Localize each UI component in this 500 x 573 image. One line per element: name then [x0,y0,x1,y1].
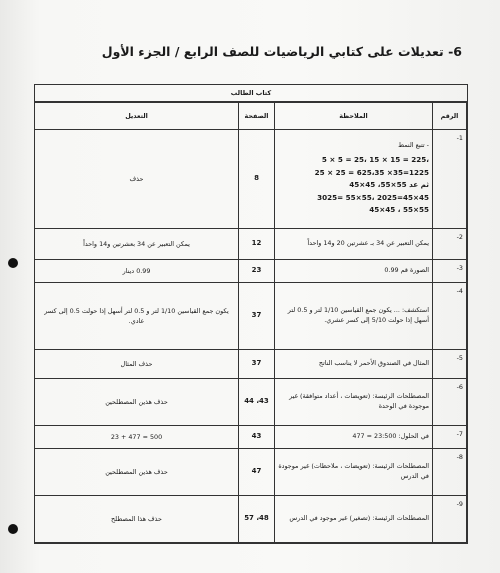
row-page: 12 [239,229,275,260]
row-note [275,130,433,229]
row-note: المصطلحات الرئيسة: (تعويضات ، ملاحظات) غير موجودة في الدرس [275,449,433,496]
row-page: 23 [239,260,275,283]
row-num: 7- [433,426,467,449]
header-note: الملاحظة [275,103,433,130]
corrections-table-frame [34,84,468,544]
note-line: 5 × 5 = 25، 15 × 15 = 225، [321,154,429,164]
table-row [35,449,467,496]
row-note: في الحلول: 23:500 = 477 [275,426,433,449]
table-row [35,379,467,426]
note-line: 45×45 ، 55×55 [369,205,429,215]
row-page: 37 [239,350,275,379]
row-fix: حذف [35,130,239,229]
section-heading: 6- تعديلات على كتابي الرياضيات للصف الرابع / الجزء الأول [101,44,462,59]
table-header-row [35,103,467,130]
book-title: كتاب الطالب [35,85,467,102]
row-fix: 0.99 دينار [35,260,239,283]
table-row [35,426,467,449]
row-page: 48، 57 [239,496,275,543]
row-note: يمكن التعبير عن 34 بـ عشرتين 20 و14 واحداً [275,229,433,260]
table-row [35,229,467,260]
row-page: 43 [239,426,275,449]
row-note: استكشف: ... يكون جمع القياسين 1/10 لتر و 0.5 لتر أسهل إذا حولت 5/10 إلى كسر عشري. [275,283,433,350]
note-intro: - تتبع النمط [398,141,429,150]
header-fix: التعديل [35,103,239,130]
row-num: 2- [433,229,467,260]
row-page: 37 [239,283,275,350]
hole-punch-mark [8,524,18,534]
row-note: المصطلحات الرئيسة: (تصغير) غير موجود في الدرس [275,496,433,543]
row-fix: يمكن التعبير عن 34 بعشرتين و14 واحداً [35,229,239,260]
row-fix: حذف هذين المصطلحين [35,449,239,496]
row-num: 1- [433,130,467,229]
row-num: 6- [433,379,467,426]
row-num: 8- [433,449,467,496]
corrections-table [34,102,467,543]
table-row [35,130,467,229]
hole-punch-mark [8,258,18,268]
table-row [35,283,467,350]
row-page: 8 [239,130,275,229]
row-note: المثال في الصندوق الأحمر لا يناسب الناتج [275,350,433,379]
row-num: 9- [433,496,467,543]
row-page: 47 [239,449,275,496]
header-num: الرقم [433,103,467,130]
row-note: المصطلحات الرئيسة: (تعويضات ، أعداد متوافقة) غير موجودة في الوحدة [275,379,433,426]
row-num: 5- [433,350,467,379]
table-row [35,350,467,379]
note-line: 3025= 55×55، 2025=45×45 [317,192,429,202]
row-fix: حذف المثال [35,350,239,379]
table-row [35,260,467,283]
row-num: 3- [433,260,467,283]
row-fix: حذف هذا المصطلح [35,496,239,543]
row-num: 4- [433,283,467,350]
row-note: الصورة قم 0.99 [275,260,433,283]
row-fix: يكون جمع القياسين 1/10 لتر و 0.5 لتر أسهل إذا حولت 0.5 إلى كسر عادي. [35,283,239,350]
row-page: 43، 44 [239,379,275,426]
header-page: الصفحة [239,103,275,130]
row-fix: حذف هذين المصطلحين [35,379,239,426]
fix-equation: 23 + 477 = 500 [110,432,163,441]
table-row [35,496,467,543]
note-line: 25 × 25 = 625،35 ×35=1225 [314,167,429,177]
note-line: ثم عد 55×55، 45×45 [349,180,429,190]
row-fix [35,426,239,449]
